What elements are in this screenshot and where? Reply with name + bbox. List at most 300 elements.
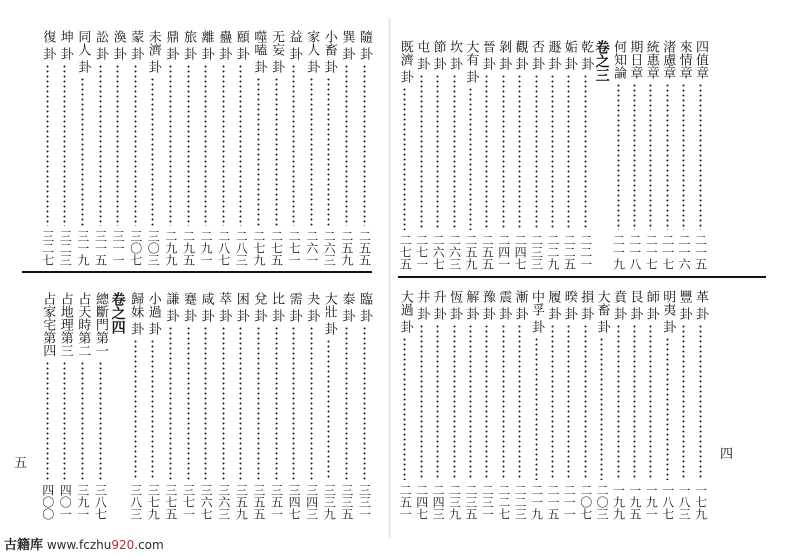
toc-entry-marker: 卦 [594,320,610,333]
toc-entry-marker: 卦 [145,60,161,73]
toc-entry-title: 渚慮章 [660,40,676,79]
toc-entry-marker: 卦 [339,309,355,322]
leader-dots [567,324,570,480]
toc-entry-marker: 卦 [93,47,108,60]
toc-entry [215,30,231,266]
toc-entry-page-number: 三七一 [181,484,196,520]
toc-entry-marker: 卦 [561,307,577,320]
toc-entry-marker: 卦 [545,57,561,70]
toc-entry [162,292,178,520]
toc-entry [577,290,593,520]
leader-dots [257,326,260,480]
leader-dots [134,339,137,480]
toc-entry-title: 夬 [304,292,320,305]
toc-entry-page-number: 二六一 [304,230,319,266]
left-page [0,0,392,557]
toc-entry-page-number: 三三一 [357,484,372,520]
toc-entry-marker: 卦 [693,307,708,320]
toc-entry-title: 歸妹 [128,292,144,318]
toc-entry-page-number: 二一一 [562,484,577,520]
toc-entry-title: 大過 [397,290,413,316]
toc-entry-title: 萃 [216,292,232,305]
toc-entry [544,40,560,270]
leader-dots [485,324,488,480]
toc-entry-title: 漸 [512,290,528,303]
toc-entry-page-number: 二九九 [163,230,178,266]
watermark-footer [4,534,164,553]
toc-entry-page-number: 二〇七 [578,484,593,520]
toc-entry [268,30,284,266]
toc-entry-page-number: 二四七 [513,234,528,270]
toc-entry-title: 咸 [198,292,214,305]
toc-entry [643,40,659,270]
toc-entry-marker: 卦 [676,307,692,320]
toc-entry-page-number: 二九五 [181,230,196,266]
leader-dots [169,326,172,480]
toc-entry-title: 坎 [447,40,462,53]
toc-entry-marker: 卦 [496,57,512,70]
leader-dots [420,74,423,230]
leader-dots [469,87,472,230]
toc-entry-title: 震 [496,290,512,303]
leader-dots [151,77,154,226]
toc-entry-title: 井 [414,290,430,303]
toc-entry [610,290,626,520]
toc-entry-page-number: 二六三 [447,234,462,270]
toc-entry-marker: 卦 [496,307,512,320]
toc-entry-title: 總斷門第一 [93,292,108,357]
toc-entry [233,30,249,266]
leader-dots [46,361,49,480]
toc-entry-page-number: 二二三 [513,484,528,520]
toc-entry [512,40,528,270]
toc-entry [397,40,413,270]
toc-entry-marker: 卦 [304,60,320,73]
leader-dots [453,74,456,230]
toc-entry-page-number: 二一八 [627,234,642,270]
toc-entry-page-number: 二一五 [693,234,708,270]
toc-entry-title: 比 [269,292,284,305]
leader-dots [469,324,472,480]
toc-entry-marker: 卦 [545,307,561,320]
toc-entry-marker: 卦 [357,309,372,322]
toc-entry-title: 遯 [545,40,561,53]
toc-entry [268,292,284,520]
toc-entry [626,290,642,520]
leader-dots [275,326,278,480]
leader-dots [222,326,225,480]
toc-entry-marker: 卦 [447,57,462,70]
toc-entry-page-number: 二四三 [431,484,446,520]
toc-entry-marker: 卦 [110,47,126,60]
toc-entry-page-number: 二六三 [322,230,337,266]
toc-entry-marker: 卦 [611,307,626,320]
toc-entry-page-number: 二七一 [414,234,429,270]
volume-header [594,40,610,270]
toc-entry-marker: 卦 [163,309,179,322]
toc-entry-marker: 卦 [128,322,144,335]
toc-entry-title: 節 [430,40,446,53]
toc-entry [462,40,478,270]
toc-entry-title: 未濟 [145,30,161,56]
leader-dots [551,74,554,230]
toc-entry-page-number: 二二七 [496,484,511,520]
toc-entry-marker: 卦 [321,322,337,335]
leader-dots [239,64,242,226]
toc-entry-marker: 卦 [216,309,232,322]
toc-entry-page-number: 二二五 [562,234,577,270]
toc-entry-title: 離 [198,30,214,43]
leader-dots [518,324,521,480]
toc-entry-title: 艮 [627,290,643,303]
section-divider [398,276,766,278]
leader-dots [134,64,137,226]
toc-entry-marker: 卦 [57,47,73,60]
toc-entry-page-number: 一八三 [677,484,692,520]
toc-entry-title: 屯 [414,40,430,53]
toc-entry-page-number: 二一七 [644,234,659,270]
leader-dots [617,83,620,230]
leader-dots [682,83,685,230]
toc-entry-page-number: 三四七 [287,484,302,520]
toc-entry [676,290,692,520]
leader-dots [292,326,295,480]
toc-entry [692,40,708,270]
toc-entry-title: 巽 [339,30,355,43]
toc-entry [643,290,659,520]
toc-entry-title: 渙 [110,30,126,43]
toc-entry [145,30,161,266]
leader-dots [204,64,207,226]
site-name: 古籍库 [4,538,44,553]
toc-entry [495,40,511,270]
toc-entry [250,30,266,266]
toc-entry-page-number: 二六七 [431,234,446,270]
toc-entry [57,292,73,520]
toc-entry-page-number: 三六三 [216,484,231,520]
leader-dots [345,326,348,480]
toc-entry [74,30,90,266]
leader-dots [63,361,66,480]
toc-entry-marker: 卦 [286,309,302,322]
toc-entry-page-number: 二五五 [480,234,495,270]
leader-dots [81,77,84,226]
toc-entry-page-number: 二一五 [545,484,560,520]
toc-entry-page-number: 二七五 [398,234,413,270]
leader-dots [345,64,348,226]
toc-entry-page-number: 二四七 [414,484,429,520]
toc-entry-marker: 卦 [163,47,179,60]
toc-entry [250,292,266,520]
toc-entry-page-number: 四〇一 [58,484,73,520]
leader-dots [403,87,406,230]
toc-entry [356,292,372,520]
toc-entry-title: 明夷 [660,290,676,316]
toc-entry-page-number: 三八七 [93,484,108,520]
toc-entry-marker: 卦 [512,57,528,70]
toc-entry [528,290,544,520]
toc-entry-title: 暌 [561,290,577,303]
volume-header-label: 卷之四 [109,292,126,334]
book-gutter [388,18,391,538]
toc-entry-page-number: 三九一 [75,484,90,520]
toc-entry [39,292,55,520]
toc-entry [286,30,302,266]
toc-entry-marker: 卦 [145,322,161,335]
toc-entry-marker: 卦 [198,309,214,322]
toc-entry-title: 中孚 [529,290,544,316]
volume-header [110,292,126,520]
leader-dots [617,324,620,480]
toc-entry [286,292,302,520]
toc-entry-marker: 卦 [660,320,676,333]
toc-entry-marker: 卦 [233,309,249,322]
toc-entry-page-number: 二二九 [545,234,560,270]
toc-entry-marker: 卦 [339,47,355,60]
toc-entry [561,40,577,270]
leader-dots [169,64,172,226]
toc-entry-title: 家人 [304,30,320,56]
toc-entry [676,40,692,270]
volume-header-label: 卷之三 [593,40,610,82]
toc-entry [479,40,495,270]
leader-dots [436,74,439,230]
toc-entry-title: 謙 [163,292,179,305]
toc-entry-marker: 卦 [430,307,446,320]
toc-entry-page-number: 二三一 [480,484,495,520]
toc-entry-marker: 卦 [321,60,337,73]
leader-dots [187,326,190,480]
leader-dots [502,324,505,480]
leader-dots [535,74,538,230]
toc-entry-marker: 卦 [397,320,413,333]
toc-entry-page-number: 二九一 [199,230,214,266]
leader-dots [116,64,119,226]
toc-entry-page-number: 二二一 [578,234,593,270]
toc-entry-marker: 卦 [561,57,577,70]
toc-entry [610,40,626,270]
toc-entry-page-number: 三〇三 [146,230,161,266]
leader-dots [633,83,636,230]
toc-entry-title: 晉 [479,40,495,53]
toc-entry [198,30,214,266]
toc-entry-page-number: 三八三 [128,484,143,520]
toc-entry-title: 統惠章 [643,40,659,79]
toc-entry-page-number: 二三三 [529,234,544,270]
toc-entry-title: 頤 [233,30,249,43]
toc-entry [39,30,55,266]
toc-entry-page-number: 三二三 [58,230,73,266]
toc-entry-title: 同人 [75,30,91,56]
toc-entry-page-number: 一八七 [660,484,675,520]
toc-entry-page-number: 二三五 [463,484,478,520]
leader-dots [187,64,190,226]
toc-entry-title: 无妄 [269,30,284,56]
toc-entry [397,290,413,520]
toc-entry-page-number: 二一九 [611,234,626,270]
toc-entry [215,292,231,520]
toc-entry [561,290,577,520]
toc-entry-page-number: 三一一 [111,230,126,266]
toc-entry-title: 解 [463,290,479,303]
leader-dots [99,361,102,480]
toc-entry-page-number: 二五九 [339,230,354,266]
toc-entry-marker: 卦 [512,307,528,320]
toc-entry-title: 革 [693,290,708,303]
leader-dots [584,74,587,230]
toc-entry-title: 坤 [57,30,73,43]
toc-entry-marker: 卦 [269,309,284,322]
toc-entry-page-number: 三五五 [251,484,266,520]
toc-entry-page-number: 二七一 [287,230,302,266]
toc-entry [92,292,108,520]
leader-dots [600,337,603,480]
toc-entry-title: 復 [40,30,56,43]
leader-dots [551,324,554,480]
toc-entry [57,30,73,266]
toc-entry [145,292,161,520]
toc-entry-title: 來情章 [676,40,692,79]
toc-entry [577,40,593,270]
toc-entry-marker: 卦 [643,307,659,320]
toc-entry-title: 賁 [611,290,626,303]
toc-entry-title: 大畜 [594,290,610,316]
toc-entry-page-number: 二三九 [447,484,462,520]
toc-entry-marker: 卦 [75,60,91,73]
leader-dots [222,64,225,226]
toc-entry-marker: 卦 [198,47,214,60]
toc-entry-page-number: 三三九 [322,484,337,520]
toc-entry-marker: 卦 [128,47,144,60]
toc-entry-page-number: 三一九 [75,230,90,266]
toc-entry-marker: 卦 [251,60,267,73]
toc-entry [303,30,319,266]
leader-dots [151,339,154,480]
toc-entry [127,292,143,520]
toc-entry [430,290,446,520]
leader-dots [81,361,84,480]
toc-entry-title: 四值章 [693,40,708,79]
leader-dots [436,324,439,480]
leader-dots [257,77,260,226]
toc-entry-page-number: 三五九 [234,484,249,520]
leader-dots [649,324,652,480]
toc-entry-marker: 卦 [251,309,267,322]
toc-entry-page-number: 二八七 [216,230,231,266]
toc-entry-page-number: 二七九 [251,230,266,266]
leader-dots [633,324,636,480]
toc-entry [446,40,462,270]
toc-entry-marker: 卦 [479,57,495,70]
toc-entry-title: 噬嗑 [251,30,267,56]
toc-entry [413,290,429,520]
toc-entry [321,292,337,520]
leader-dots [363,64,366,226]
toc-entry-page-number: 一九一 [644,484,659,520]
toc-entry-page-number: 三五一 [269,484,284,520]
toc-entry-title: 蒙 [128,30,144,43]
toc-entry [162,30,178,266]
page-number: 五 [14,456,28,471]
toc-entry-title: 損 [578,290,594,303]
leader-dots [275,77,278,226]
toc-entry-marker: 卦 [414,307,430,320]
toc-entry-page-number: 三二七 [40,230,55,266]
toc-entry-title: 期日章 [627,40,643,79]
toc-entry-title: 臨 [357,292,372,305]
toc-entry-title: 占地理第三 [57,292,73,357]
toc-entry-title: 鼎 [163,30,179,43]
toc-entry-title: 既濟 [397,40,413,66]
leader-dots [363,326,366,480]
leader-dots [292,64,295,226]
toc-entry-title: 大壯 [321,292,337,318]
toc-entry [321,30,337,266]
toc-entry-title: 小畜 [321,30,337,56]
leader-dots [453,324,456,480]
toc-entry-title: 豐 [676,290,692,303]
toc-entry [528,40,544,270]
toc-entry [462,290,478,520]
toc-entry-marker: 卦 [447,307,462,320]
toc-entry-title: 蹇 [181,292,196,305]
leader-dots [403,337,406,480]
leader-dots [327,339,330,480]
toc-entry-page-number: 二〇三 [595,484,610,520]
toc-entry-marker: 卦 [627,307,643,320]
toc-entry [495,290,511,520]
toc-entry-marker: 卦 [216,47,232,60]
toc-entry-title: 大有 [463,40,479,66]
toc-entry-page-number: 一七九 [693,484,708,520]
toc-entry [110,30,126,266]
toc-entry [544,290,560,520]
toc-entry-page-number: 二五九 [463,234,478,270]
leader-dots [239,326,242,480]
toc-entry [659,40,675,270]
leader-dots [666,337,669,480]
toc-entry-page-number: 一九五 [627,484,642,520]
leader-dots [584,324,587,480]
toc-entry [303,292,319,520]
toc-entry-page-number: 二五五 [357,230,372,266]
toc-entry-marker: 卦 [40,47,56,60]
toc-entry [233,292,249,520]
leader-dots [46,64,49,226]
toc-entry-title: 小過 [145,292,161,318]
toc-entry-title: 泰 [339,292,355,305]
toc-entry-marker: 卦 [529,57,544,70]
leader-dots [699,324,702,480]
toc-entry-marker: 卦 [397,70,413,83]
toc-entry-marker: 卦 [463,70,479,83]
toc-entry-marker: 卦 [430,57,446,70]
toc-entry-marker: 卦 [414,57,430,70]
toc-entry [512,290,528,520]
right-page [392,0,793,557]
toc-entry-marker: 卦 [578,307,594,320]
toc-entry-title: 觀 [512,40,528,53]
toc-entry-page-number: 二一六 [677,234,692,270]
toc-entry-page-number: 三一五 [93,230,108,266]
toc-entry-title: 姤 [561,40,577,53]
toc-entry [180,30,196,266]
toc-entry-page-number: 二四一 [496,234,511,270]
toc-entry [74,292,90,520]
toc-entry-title: 隨 [357,30,372,43]
leader-dots [535,337,538,480]
toc-entry-marker: 卦 [529,320,544,333]
